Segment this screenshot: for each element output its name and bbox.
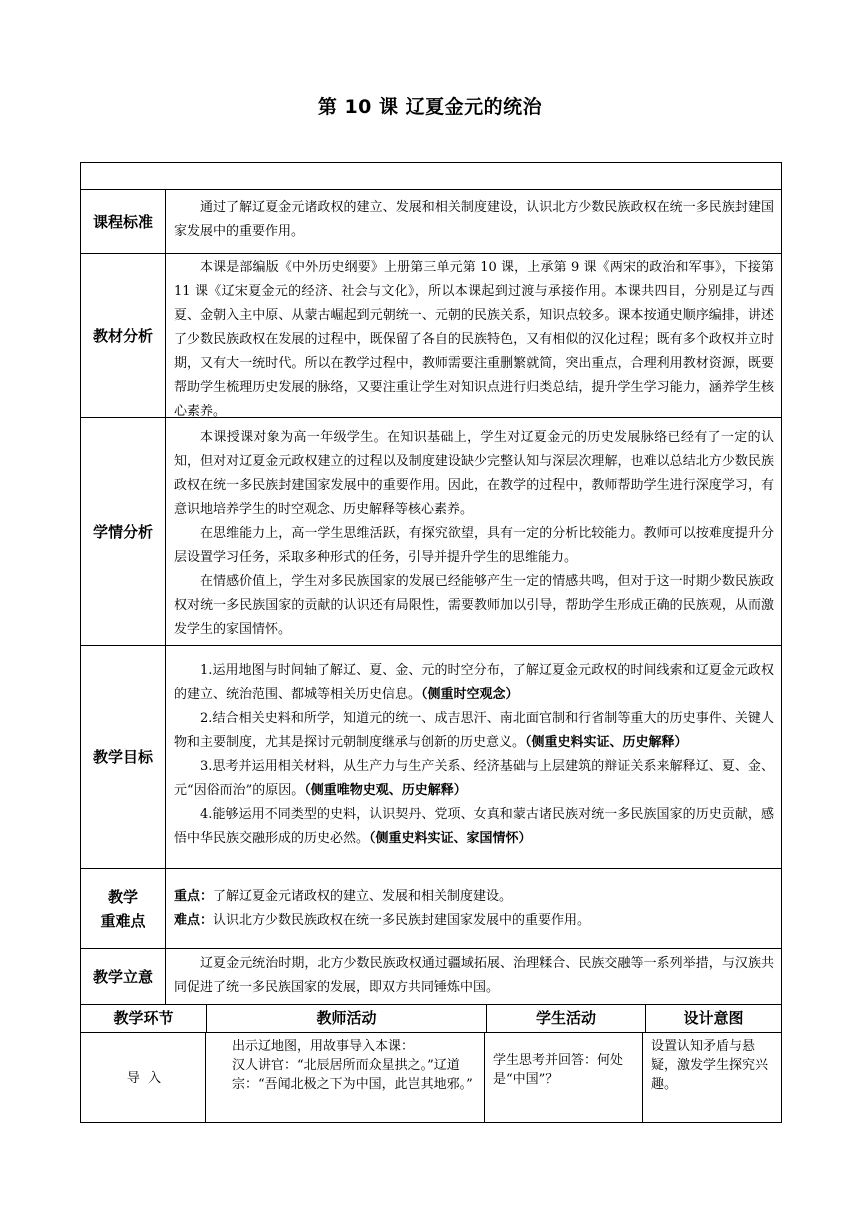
teaching-intent-cell xyxy=(166,949,781,1004)
teaching-goal-item xyxy=(174,803,774,851)
student-analysis-paragraph: 本课授课对象为高一年级学生。在知识基础上，学生对辽夏金元的历史发展脉络已经有了一定的认知，但对对辽夏金元政权建立的过程以及制度建设缺少完整认知与深层次理解，也难以总结北方少数民族政权在统一多民族封建国家发展中的重要作用。因此，在教学的过程中，教师帮助学生进行深度学习，有意识地培养学生的时空观念、历史解释等核心素养。 xyxy=(174,430,774,517)
teaching-goals-cell xyxy=(166,646,781,868)
difficult-point-line xyxy=(174,909,774,933)
teaching-goal-text: 3.思考并运用相关材料，从生产力与生产关系、经济基础与上层建筑的辩证关系来解释辽、夏、金、元“因俗而治”的原因。 xyxy=(174,759,774,798)
course-standard-cell xyxy=(166,190,781,253)
student-analysis-cell xyxy=(166,418,781,645)
material-analysis-label: 教材分析 xyxy=(81,254,166,417)
lesson-plan-table xyxy=(80,162,782,1123)
design-purpose-cell: 设置认知矛盾与悬疑，激发学生探究兴趣。 xyxy=(651,1039,769,1092)
teaching-intent-row xyxy=(81,948,781,1004)
student-activity-cell: 学生思考并回答：何处是“中国”？ xyxy=(485,1033,643,1122)
course-standard-label: 课程标准 xyxy=(81,190,166,253)
key-point-label: 重点： xyxy=(174,888,214,904)
teaching-goal-text: 4.能够运用不同类型的史料，认识契丹、党项、女真和蒙古诸民族对统一多民族国家的历史贡献，感悟中华民族交融形成的历史必然。 xyxy=(174,807,774,846)
teaching-goal-text: 1.运用地图与时间轴了解辽、夏、金、元的时空分布，了解辽夏金元政权的时间线索和辽夏金元政权的建立、统治范围、都城等相关历史信息。 xyxy=(174,663,774,702)
stage-cell: 导 入 xyxy=(81,1033,206,1122)
teaching-goal-focus: （侧重时空观念） xyxy=(421,687,519,702)
teaching-goal-focus: （侧重唯物史观、历史解释） xyxy=(304,783,467,798)
key-points-label-line2: 重难点 xyxy=(100,911,146,930)
teaching-goal-text: 2.结合相关史料和所学，知道元的统一、成吉思汗、南北面官制和行省制等重大的历史事件、关键人物和主要制度，尤其是探讨元朝制度继承与创新的历史意义。 xyxy=(174,711,774,750)
teaching-goals-label: 教学目标 xyxy=(81,646,166,868)
column-header: 教师活动 xyxy=(207,1005,487,1032)
student-analysis-paragraph: 在情感价值上，学生对多民族国家的发展已经能够产生一定的情感共鸣，但对于这一时期少数民族政权对统一多民族国家的贡献的认识还有局限性，需要教师加以引导，帮助学生形成正确的民族观，从而激发学生的家国情怀。 xyxy=(174,574,774,637)
key-point-text: 了解辽夏金元诸政权的建立、发展和相关制度建设。 xyxy=(213,888,513,904)
teaching-goals-row xyxy=(81,645,781,868)
teaching-intent-label: 教学立意 xyxy=(81,949,166,1004)
teaching-goal-focus: （侧重史料实证、历史解释） xyxy=(525,735,688,750)
course-standard-row xyxy=(81,189,781,253)
key-points-cell xyxy=(166,869,781,948)
teaching-goal-item xyxy=(174,707,774,755)
material-analysis-row xyxy=(81,253,781,417)
process-table-header xyxy=(81,1004,781,1032)
teaching-goal-item xyxy=(174,755,774,803)
page-title: 第 10 课 辽夏金元的统治 xyxy=(317,96,543,118)
teaching-goal-item xyxy=(174,659,774,707)
key-point-line xyxy=(174,885,774,909)
teaching-intent-text: 辽夏金元统治时期，北方少数民族政权通过疆域拓展、治理糅合、民族交融等一系列举措，与汉族共同促进了统一多民族国家的发展，即双方共同锤炼中国。 xyxy=(174,956,774,995)
student-analysis-row xyxy=(81,417,781,645)
column-header: 学生活动 xyxy=(487,1005,646,1032)
course-standard-text: 通过了解辽夏金元诸政权的建立、发展和相关制度建设，认识北方少数民族政权在统一多民族封建国家发展中的重要作用。 xyxy=(174,200,774,239)
key-points-label-line1: 教学 xyxy=(107,887,138,906)
empty-header-row xyxy=(81,163,781,189)
column-header: 教学环节 xyxy=(81,1005,207,1032)
difficult-point-label: 难点： xyxy=(174,912,214,928)
key-points-row xyxy=(81,868,781,948)
material-analysis-text: 本课是部编版《中外历史纲要》上册第三单元第 10 课，上承第 9 课《两宋的政治和军事》，下接第 11 课《辽宋夏金元的经济、社会与文化》，所以本课起到过渡与承接作用。本课共四目，分别是辽与西夏、金朝入主中原、从蒙古崛起到元朝统一、元朝的民族关系，知识点较多。课本按通史顺序编排，讲述了少数民族政权在发展的过程中，既保留了各自的民族特色，又有相似的汉化过程；既有多个政权并立时期，又有大一统时代。所以在教学过程中，教师需要注重删繁就简，突出重点，合理利用教材资源，既要帮助学生梳理历史发展的脉络，又要注重让学生对知识点进行归类总结，提升学生学习能力，涵养学生核心素养。 xyxy=(174,260,774,419)
student-analysis-label: 学情分析 xyxy=(81,418,166,645)
material-analysis-cell xyxy=(166,254,781,417)
student-analysis-paragraph: 在思维能力上，高一学生思维活跃，有探究欲望，具有一定的分析比较能力。教师可以按难度提升分层设置学习任务，采取多种形式的任务，引导并提升学生的思维能力。 xyxy=(174,526,774,565)
teaching-goal-focus: （侧重史料实证、家国情怀） xyxy=(369,831,532,846)
table-row xyxy=(81,1032,781,1122)
column-header: 设计意图 xyxy=(683,1009,744,1027)
key-points-label xyxy=(81,869,166,948)
teacher-activity-cell: 出示辽地图，用故事导入本课： 汉人讲官：“北辰居所而众星拱之。”辽道宗：“吾闻北极之下为中国，此岂其地邪。” xyxy=(206,1033,485,1122)
difficult-point-text: 认识北方少数民族政权在统一多民族封建国家发展中的重要作用。 xyxy=(213,912,591,928)
